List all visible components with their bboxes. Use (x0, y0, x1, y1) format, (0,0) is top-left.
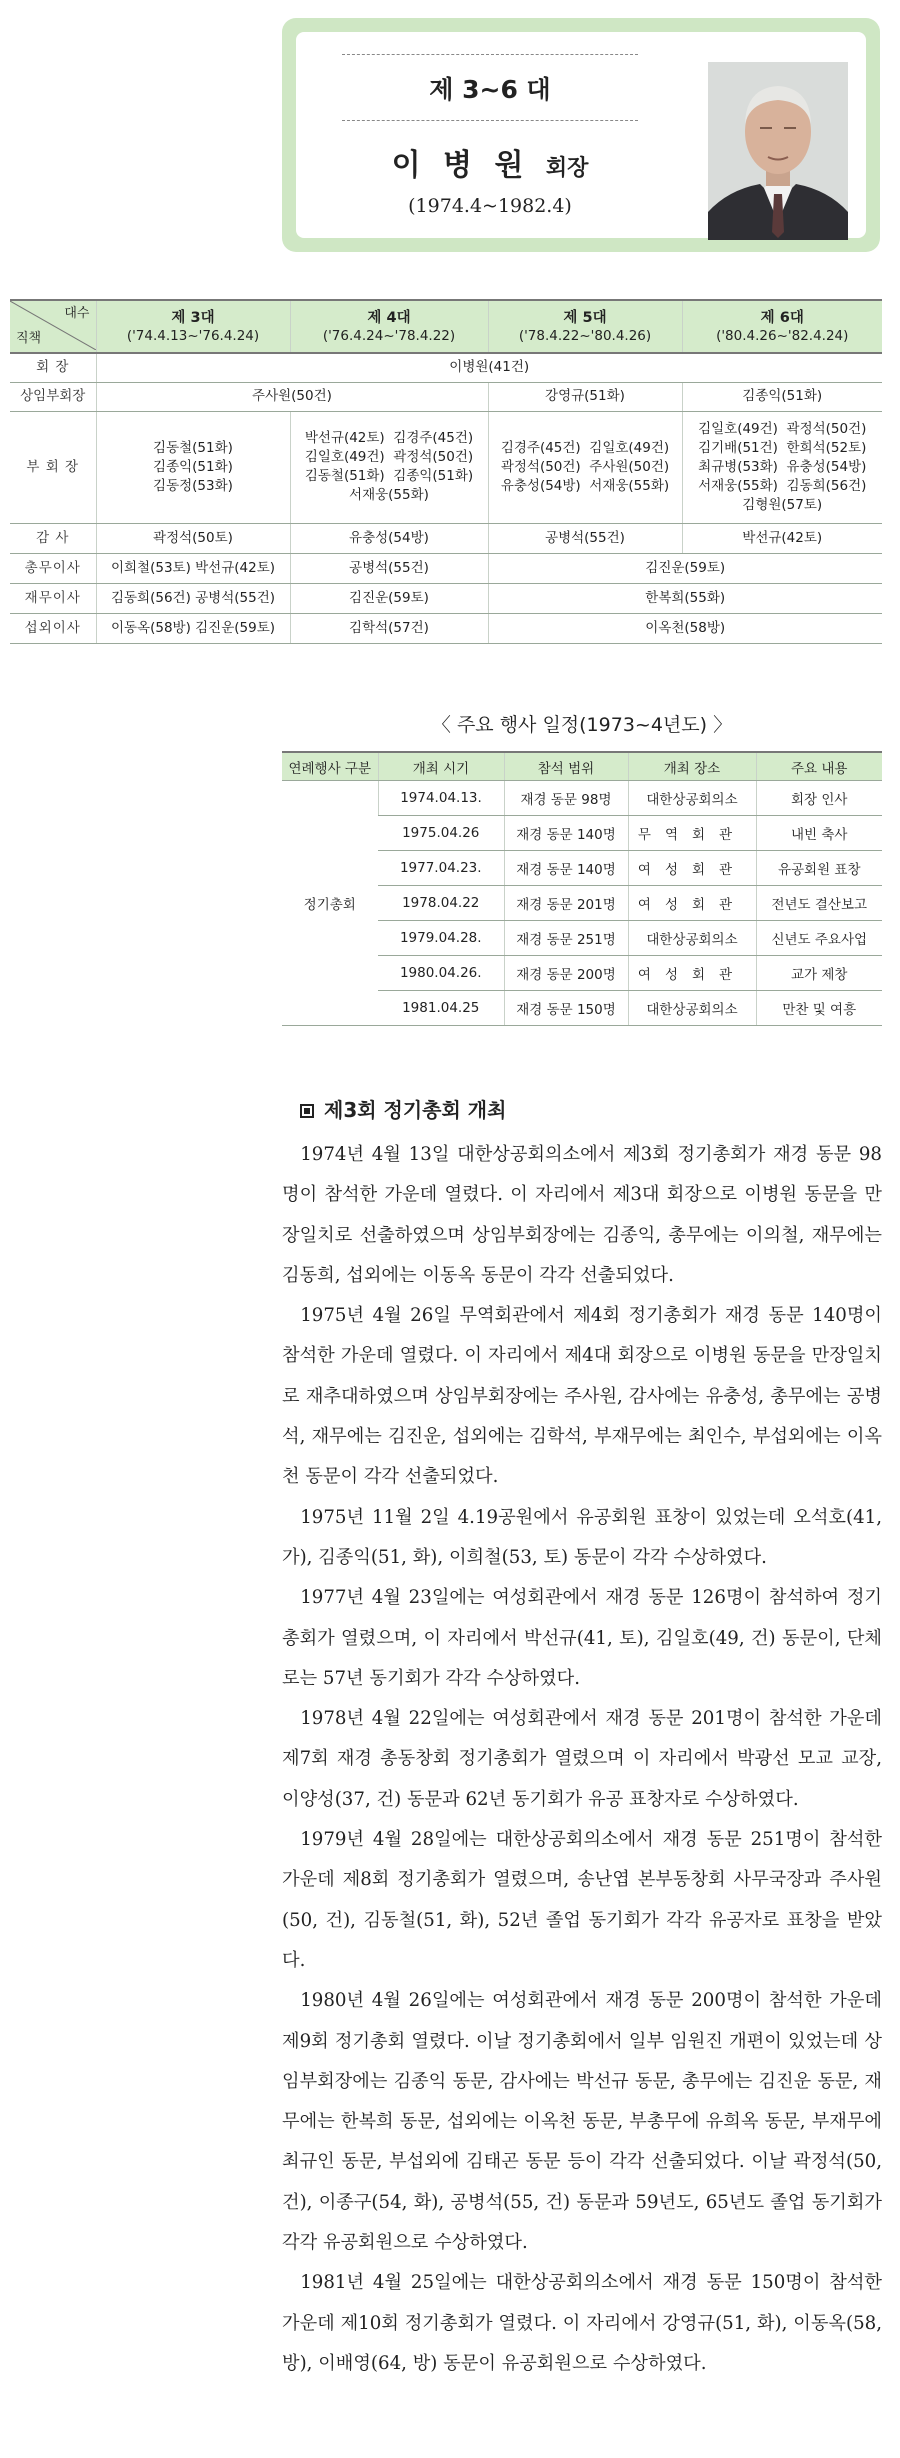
president-card (282, 18, 880, 252)
place-cell: 무역회관 (628, 816, 756, 851)
content-cell: 유공회원 표창 (756, 851, 882, 886)
cell-chairman: 이병원(41건) (96, 353, 882, 382)
officers-header-row (10, 300, 882, 353)
date-cell: 1980.04.26. (378, 956, 504, 991)
paragraph: 1975년 11월 2일 4.19공원에서 유공회원 표창이 있었는데 오석호(41, 가), 김종익(51, 화), 이희철(53, 토) 동문이 각각 수상하였다. (282, 1506, 882, 1568)
row-chairman (10, 353, 882, 382)
row-vice-standing (10, 382, 882, 411)
president-name-text: 이 병 원 (391, 148, 530, 183)
term-col-3: 제 3대 ('74.4.13~'76.4.24) (96, 300, 290, 353)
row-finance (10, 583, 882, 613)
row-general (10, 553, 882, 583)
term-col-4: 제 4대 ('76.4.24~'78.4.22) (290, 300, 488, 353)
attend-cell: 재경 동문 251명 (504, 921, 628, 956)
article-body (282, 1135, 882, 2384)
term-subtitle: 제 3~6 대 (429, 75, 551, 104)
place-cell: 대한상공회의소 (628, 781, 756, 816)
col-header: 주요 내용 (756, 752, 882, 781)
place-cell: 여성회관 (628, 851, 756, 886)
date-cell: 1978.04.22 (378, 886, 504, 921)
president-name (342, 140, 638, 184)
cell-value: 김동희(56건) 공병석(55건) (96, 583, 290, 613)
role-label: 재무이사 (10, 583, 96, 613)
cell-value: 김학석(57건) (290, 613, 488, 643)
role-label: 부 회 장 (10, 411, 96, 523)
cell-value: 곽정석(50토) (96, 523, 290, 553)
president-title: 회장 (545, 156, 589, 181)
attend-cell: 재경 동문 140명 (504, 816, 628, 851)
header-corner (10, 300, 96, 353)
corner-term-label: 대수 (64, 306, 90, 321)
place-cell: 여성회관 (628, 956, 756, 991)
content-cell: 회장 인사 (756, 781, 882, 816)
term-col-5: 제 5대 ('78.4.22~'80.4.26) (488, 300, 682, 353)
attend-cell: 재경 동문 200명 (504, 956, 628, 991)
cell-value: 김동철(51화) 김종익(51화) 김동정(53화) (96, 411, 290, 523)
schedule-header-row (282, 752, 882, 781)
divider (342, 120, 638, 121)
cell-value: 박선규(42토) (682, 523, 882, 553)
paragraph: 1977년 4월 23일에는 여성회관에서 재경 동문 126명이 참석하여 정기총회가 열렸으며, 이 자리에서 박선규(41, 토), 김일호(49, 건) 동문이, 단체로는 57년 동기회가 각각 수상하였다. (282, 1587, 882, 1689)
term-col-6: 제 6대 ('80.4.26~'82.4.24) (682, 300, 882, 353)
role-label: 상임부회장 (10, 382, 96, 411)
content-cell: 만찬 및 여흥 (756, 991, 882, 1026)
divider (342, 54, 638, 55)
role-label: 섭외이사 (10, 613, 96, 643)
cell-value: 유충성(54방) (290, 523, 488, 553)
place-cell: 대한상공회의소 (628, 991, 756, 1026)
row-vice (10, 411, 882, 523)
term-period: (1974.4~1982.4) (408, 195, 572, 217)
paragraph: 1979년 4월 28일에는 대한상공회의소에서 재경 동문 251명이 참석한 가운데 제8회 정기총회가 열렸으며, 송난엽 본부동창회 사무국장과 주사원(50, 건), 김동철(51, 화), 52년 졸업 동기회가 각각 유공자로 표창을 받았다. (282, 1829, 882, 1971)
date-cell: 1974.04.13. (378, 781, 504, 816)
cell-value: 한복희(55화) (488, 583, 882, 613)
president-card-inner (296, 32, 866, 238)
cell-value: 박선규(42토) 김경주(45건) 김일호(49건) 곽정석(50건) 김동철(51화) 김종익(51화) 서재웅(55화) (290, 411, 488, 523)
attend-cell: 재경 동문 98명 (504, 781, 628, 816)
square-bullet-icon (300, 1104, 314, 1118)
cell-value: 공병석(55건) (290, 553, 488, 583)
cell-value: 이동옥(58방) 김진운(59토) (96, 613, 290, 643)
officers-table (10, 299, 882, 644)
date-cell: 1981.04.25 (378, 991, 504, 1026)
cell-value: 김진운(59토) (488, 553, 882, 583)
cell-value: 김일호(49건) 곽정석(50건) 김기배(51건) 한희석(52토) 최규병(53화) 유충성(54방) 서재웅(55화) 김동희(56건) 김형원(57토) (682, 411, 882, 523)
paragraph: 1975년 4월 26일 무역회관에서 제4회 정기총회가 재경 동문 140명이 참석한 가운데 열렸다. 이 자리에서 제4대 회장으로 이병원 동문을 만장일치로 재추대하였으며 상임부회장에는 주사원, 감사에는 유충성, 총무에는 공병석, 재무에는 김진운, 섭외에는 김학석, 부재무에는 최인수, 부섭외에는 이옥천 동문이 각각 선출되었다. (282, 1305, 882, 1488)
role-label: 회 장 (10, 353, 96, 382)
row-auditor (10, 523, 882, 553)
attend-cell: 재경 동문 201명 (504, 886, 628, 921)
content-cell: 신년도 주요사업 (756, 921, 882, 956)
section-heading-text: 제3회 정기총회 개최 (324, 1098, 507, 1122)
col-header: 개최 장소 (628, 752, 756, 781)
cell-value: 강영규(51화) (488, 382, 682, 411)
role-label: 총무이사 (10, 553, 96, 583)
cell-value: 이옥천(58방) (488, 613, 882, 643)
date-cell: 1979.04.28. (378, 921, 504, 956)
cell-value: 김종익(51화) (682, 382, 882, 411)
cell-value: 주사원(50건) (96, 382, 488, 411)
col-header: 연례행사 구분 (282, 752, 378, 781)
paragraph: 1980년 4월 26일에는 여성회관에서 재경 동문 200명이 참석한 가운데 제9회 정기총회 열렸다. 이날 정기총회에서 일부 임원진 개편이 있었는데 상임부회장에는 김종익 동문, 감사에는 박선규 동문, 총무에는 김진운 동문, 재무에는 한복희 동문, 섭외에는 이옥천 동문, 부총무에 유희옥 동문, 부재무에 최규인 동문, 부섭외에 김태곤 동문 등이 각각 선출되었다. 이날 곽정석(50, 건), 이종구(54, 화), 공병석(55, 건) 동문과 59년도, 65년도 졸업 동기회가 각각 유공회원으로 수상하였다. (282, 1990, 882, 2254)
table-row (282, 781, 882, 816)
row-external (10, 613, 882, 643)
place-cell: 여성회관 (628, 886, 756, 921)
content-cell: 내빈 축사 (756, 816, 882, 851)
date-cell: 1975.04.26 (378, 816, 504, 851)
portrait-photo (708, 62, 848, 240)
category-cell: 정기총회 (282, 781, 378, 1026)
cell-value: 김진운(59토) (290, 583, 488, 613)
cell-value: 이희철(53토) 박선규(42토) (96, 553, 290, 583)
corner-role-label: 직책 (16, 331, 42, 346)
col-header: 참석 범위 (504, 752, 628, 781)
col-header: 개최 시기 (378, 752, 504, 781)
attend-cell: 재경 동문 150명 (504, 991, 628, 1026)
place-cell: 대한상공회의소 (628, 921, 756, 956)
schedule-table (282, 751, 882, 1026)
cell-value: 공병석(55건) (488, 523, 682, 553)
cell-value: 김경주(45건) 김일호(49건) 곽정석(50건) 주사원(50건) 유충성(54방) 서재웅(55화) (488, 411, 682, 523)
role-label: 감 사 (10, 523, 96, 553)
section-heading (300, 1094, 506, 1123)
date-cell: 1977.04.23. (378, 851, 504, 886)
content-cell: 교가 제창 (756, 956, 882, 991)
schedule-title: 〈 주요 행사 일정(1973~4년도) 〉 (431, 714, 733, 736)
attend-cell: 재경 동문 140명 (504, 851, 628, 886)
content-cell: 전년도 결산보고 (756, 886, 882, 921)
paragraph: 1981년 4월 25일에는 대한상공회의소에서 재경 동문 150명이 참석한 가운데 제10회 정기총회가 열렸다. 이 자리에서 강영규(51, 화), 이동옥(58, 방), 이배영(64, 방) 동문이 유공회원으로 수상하였다. (282, 2272, 882, 2374)
paragraph: 1978년 4월 22일에는 여성회관에서 재경 동문 201명이 참석한 가운데 제7회 재경 총동창회 정기총회가 열렸으며 이 자리에서 박광선 모교 교장, 이양성(37, 건) 동문과 62년 동기회가 유공 표창자로 수상하였다. (282, 1708, 882, 1810)
paragraph: 1974년 4월 13일 대한상공회의소에서 제3회 정기총회가 재경 동문 98명이 참석한 가운데 열렸다. 이 자리에서 제3대 회장으로 이병원 동문을 만장일치로 선출하였으며 상임부회장에는 김종익, 총무에는 이의철, 재무에는 김동희, 섭외에는 이동옥 동문이 각각 선출되었다. (282, 1144, 882, 1286)
